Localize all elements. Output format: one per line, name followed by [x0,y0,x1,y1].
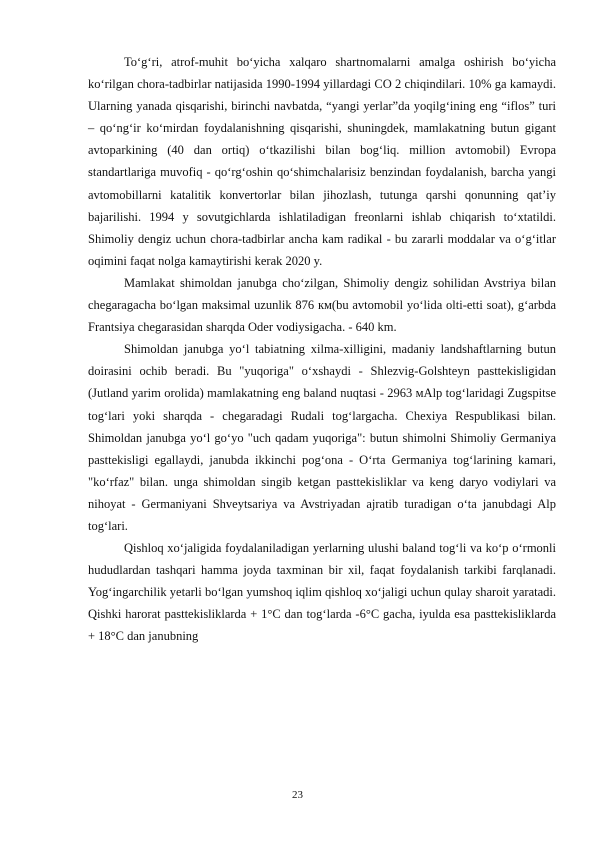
document-body [88,51,556,648]
page-number: 23 [292,789,303,801]
paragraph-country-extent: Mamlakat shimoldan janubga cho‘zilgan, Shimoliy dengiz sohilidan Avstriya bilan chegaragacha bo‘lgan maksimal uzunlik 876 км(bu avtomobil yo‘lida olti-etti soat), g‘arbda Frantsiya chegarasidan sharqda Oder vodiysigacha. - 640 km. [88,275,556,335]
paragraph-relief: Shimoldan janubga yo‘l tabiatning xilma-xilligini, madaniy landshaftlarning butun doirasini ochib beradi. Bu "yuqoriga" o‘xshaydi - Shlezvig-Golshteyn pasttekisligidan (Jutland yarim orolida) mamlakatning eng baland nuqtasi - 2963 мAlp tog‘laridagi Zugspitse tog‘lari yoki sharqda - chegaradagi Rudali tog‘largacha. Chexiya Respublikasi bilan. Shimoldan janubga yo‘l go‘yo "uch qadam yuqoriga": butun shimolni Shimoliy Germaniya pasttekisligi egallaydi, janubda ikkinchi pog‘ona - O‘rta Germaniya tog‘larining kamari, "ko‘rfaz" bilan. unga shimoldan singib ketgan pasttekisliklar va keng daryo vodiylari va nihoyat - Germaniyani Shveytsariya va Avstriyadan ajratib turadigan o‘ta janubdagi Alp tog‘lari. [88,342,556,533]
paragraph-environment: To‘g‘ri, atrof-muhit bo‘yicha xalqaro shartnomalarni amalga oshirish bo‘yicha ko‘rilgan chora-tadbirlar natijasida 1990-1994 yillardagi CO 2 chiqindilari. 10% ga kamaydi. Ularning yanada qisqarishi, birinchi navbatda, “yangi yerlar”da yoqilg‘ining eng “iflos” turi – qo‘ng‘ir ko‘mirdan foydalanishning qisqarishi, shuningdek, mamlakatning butun gigant avtoparkining (40 dan ortiq) o‘tkazilishi bilan bog‘liq. million avtomobil) Evropa standartlariga muvofiq - qo‘rg‘oshin qo‘shimchalarisiz benzindan foydalanish, barcha yangi avtomobillarni katalitik konvertorlar bilan jihozlash, tutunga qarshi qonunning qat’iy bajarilishi. 1994 y sovutgichlarda ishlatiladigan freonlarni ishlab chiqarish to‘xtatildi. Shimoliy dengiz uchun chora-tadbirlar ancha kam radikal - bu zararli moddalar va o‘g‘itlar oqimini faqat nolga kamaytirishi kerak 2020 y. [88,55,556,268]
paragraph-agriculture-climate: Qishloq xo‘jaligida foydalaniladigan yerlarning ulushi baland tog‘li va ko‘p o‘rmonli hududlardan tashqari hamma joyda taxminan bir xil, faqat foydalanish tarkibi farqlanadi. Yog‘ingarchilik yetarli bo‘lgan yumshoq iqlim qishloq xo‘jaligi uchun qulay sharoit yaratadi. Qishki harorat pasttekisliklarda + 1°C dan tog‘larda -6°C gacha, iyulda esa pasttekisliklarda + 18°C dan janubning [88,541,556,644]
